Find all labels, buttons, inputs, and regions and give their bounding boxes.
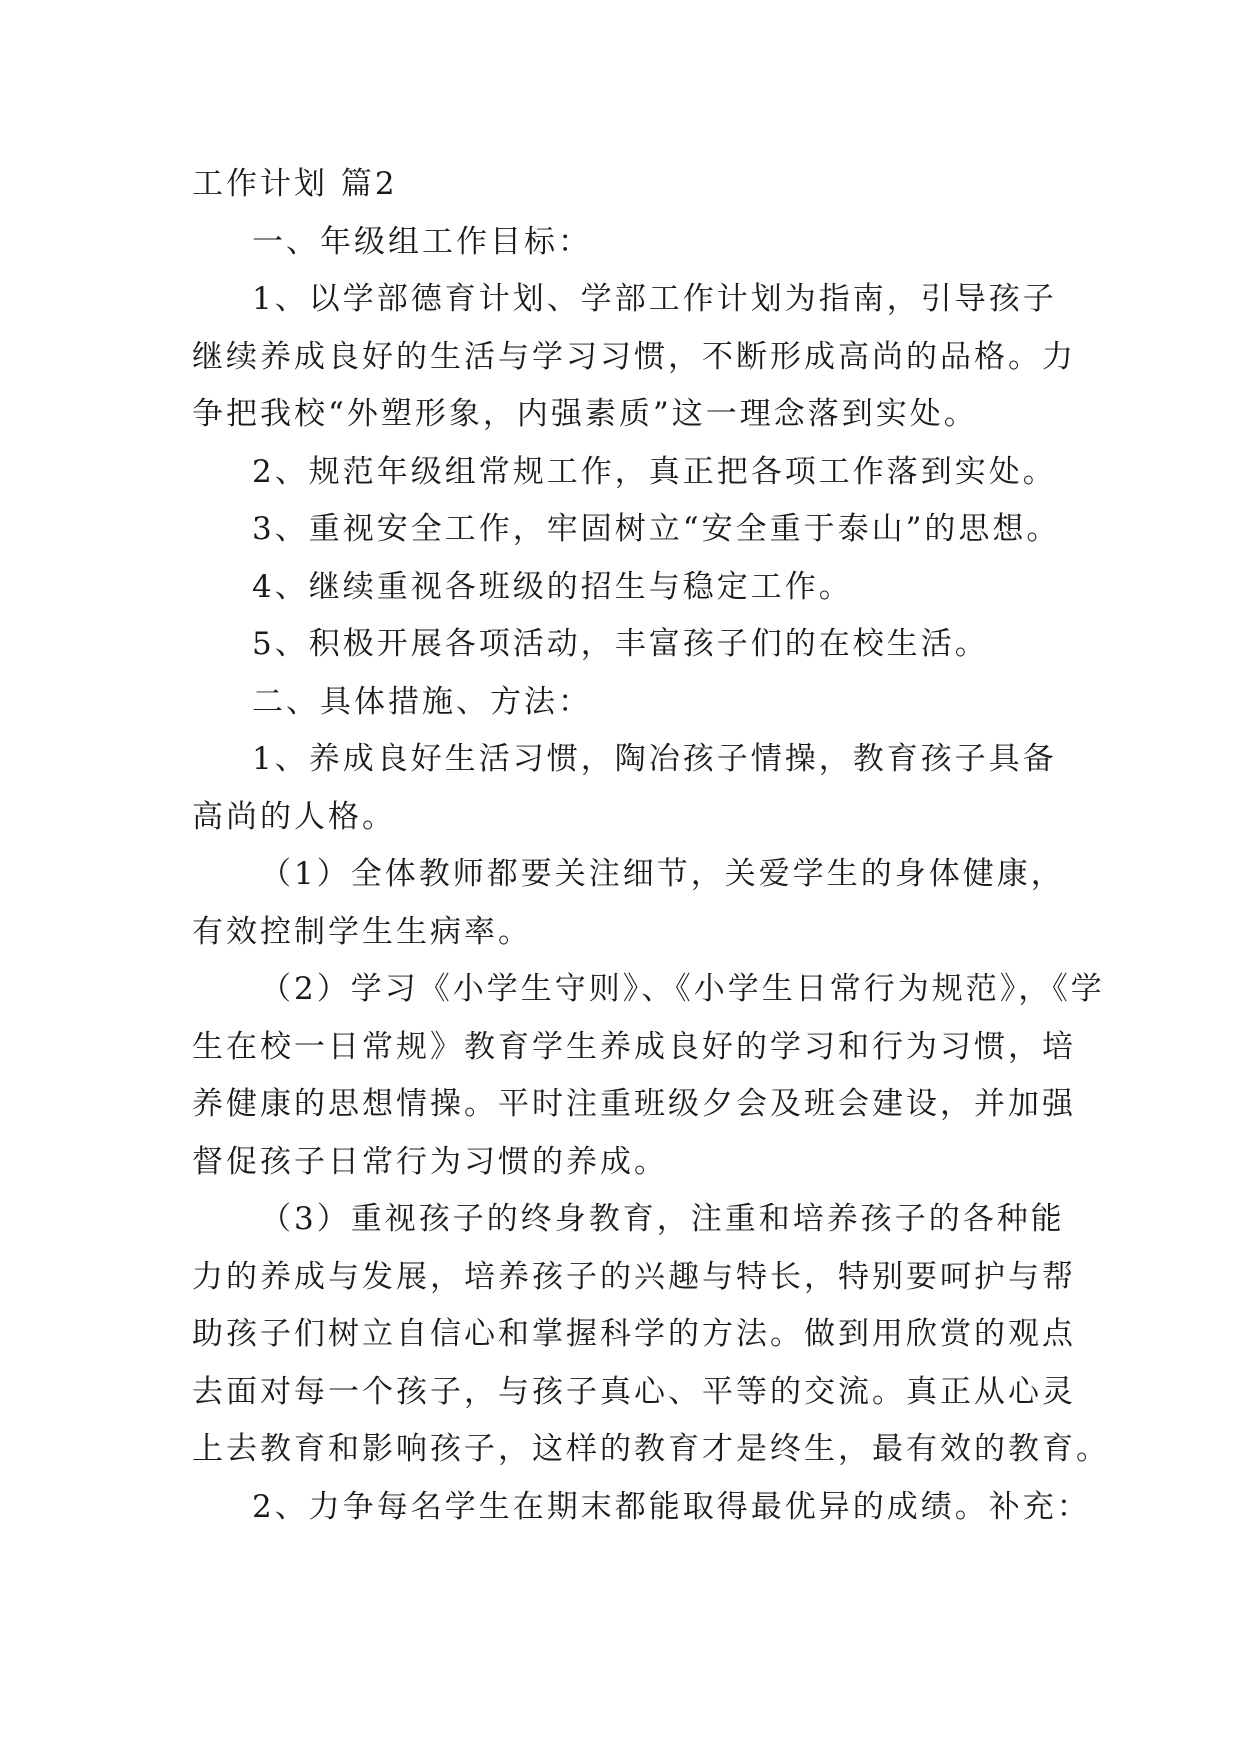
paragraph-line: 养健康的思想情操。平时注重班级夕会及班会建设，并加强: [192, 1086, 1076, 1122]
paragraph-line: 去面对每一个孩子，与孩子真心、平等的交流。真正从心灵: [192, 1373, 1076, 1410]
paragraph-line: 3、重视安全工作，牢固树立“安全重于泰山”的思想。: [252, 511, 1061, 547]
paragraph-line: （3）重视孩子的终身教育，注重和培养孩子的各种能: [260, 1201, 1065, 1237]
paragraph-line: 督促孩子日常行为习惯的养成。: [192, 1143, 668, 1180]
paragraph-line: 有效控制学生生病率。: [192, 913, 532, 950]
paragraph-line: 4、继续重视各班级的招生与稳定工作。: [252, 568, 853, 605]
paragraph-line: 助孩子们树立自信心和掌握科学的方法。做到用欣赏的观点: [192, 1316, 1076, 1352]
paragraph-line: 5、积极开展各项活动，丰富孩子们的在校生活。: [252, 626, 989, 662]
paragraph-line: 争把我校“外塑形象，内强素质”这一理念落到实处。: [192, 396, 978, 432]
paragraph-line: 高尚的人格。: [192, 798, 396, 835]
paragraph-line: 2、力争每名学生在期末都能取得最优异的成绩。补充：: [252, 1488, 1091, 1525]
paragraph-line: 生在校一日常规》教育学生养成良好的学习和行为习惯，培: [192, 1028, 1076, 1065]
paragraph-line: 继续养成良好的生活与学习习惯，不断形成高尚的品格。力: [192, 338, 1076, 375]
paragraph-line: 1、以学部德育计划、学部工作计划为指南，引导孩子: [252, 281, 1057, 317]
paragraph-line: 1、养成良好生活习惯，陶冶孩子情操，教育孩子具备: [252, 741, 1057, 777]
paragraph-line: 2、规范年级组常规工作，真正把各项工作落到实处。: [252, 453, 1057, 490]
paragraph-line: （1）全体教师都要关注细节，关爱学生的身体健康，: [260, 856, 1065, 892]
document-body: [192, 156, 1110, 1536]
document-heading: 工作计划 篇2: [192, 166, 398, 202]
paragraph-line: （2）学习《小学生守则》、《小学生日常行为规范》，《学: [260, 971, 1105, 1007]
paragraph-line: 上去教育和影响孩子，这样的教育才是终生，最有效的教育。: [192, 1431, 1110, 1467]
section-heading-measures: 二、具体措施、方法：: [252, 683, 592, 720]
section-heading-goals: 一、年级组工作目标：: [252, 223, 592, 260]
paragraph-line: 力的养成与发展，培养孩子的兴趣与特长，特别要呵护与帮: [192, 1258, 1076, 1295]
